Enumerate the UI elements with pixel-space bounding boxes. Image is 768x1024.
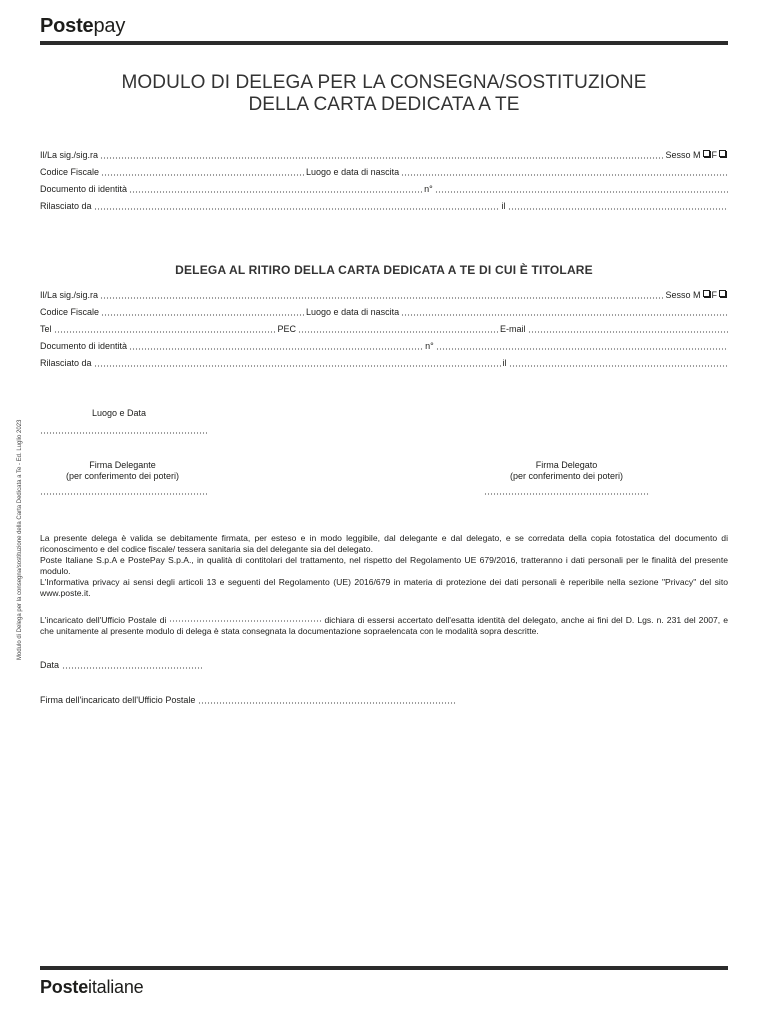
delegato-doc-row — [40, 340, 728, 352]
sesso-label: Sesso M — [665, 290, 701, 300]
delegato-section-heading: DELEGA AL RITIRO DELLA CARTA DEDICATA A TE DI CUI È TITOLARE — [175, 263, 593, 277]
doc-field[interactable] — [129, 348, 423, 350]
sesso-m-checkbox[interactable] — [703, 150, 710, 157]
issued-by-field[interactable] — [94, 208, 500, 210]
email-label: E-mail — [500, 324, 526, 334]
doc-field[interactable] — [129, 191, 422, 193]
footer-logo-light-text: italiane — [88, 977, 144, 997]
delegato-issued-row — [40, 357, 728, 369]
birth-label: Luogo e data di nascita — [306, 307, 400, 317]
place-date-field[interactable] — [40, 432, 207, 434]
notes-paragraph-controllers: Poste Italiane S.p.A e PostePay S.p.A., in qualità di contitolari del trattamento, nel rispetto del Regolamento UE 679/2016, tratteranno i dati personali per le finalità del presente modulo. — [40, 555, 728, 576]
delegato-signature-title: Firma Delegato — [535, 460, 598, 470]
sesso-m-checkbox[interactable] — [703, 290, 710, 297]
delegato-signature-label — [484, 460, 649, 482]
doc-number-field[interactable] — [436, 348, 728, 350]
delegante-signature-subtitle: (per conferimento dei poteri) — [65, 471, 180, 481]
birth-field[interactable] — [401, 314, 728, 316]
delegato-contact-row — [40, 323, 728, 335]
cf-label: Codice Fiscale — [40, 307, 100, 317]
pec-field[interactable] — [298, 331, 498, 333]
posteitaliane-logo — [40, 976, 143, 998]
delegante-doc-row — [40, 183, 728, 195]
delegante-name-row — [40, 149, 728, 161]
office-signature-field[interactable] — [198, 702, 456, 704]
office-date-field[interactable] — [62, 667, 202, 669]
sesso-f-label: F — [711, 150, 717, 160]
footer-divider — [40, 966, 728, 970]
doc-number-label: n° — [425, 341, 434, 351]
postepay-logo — [40, 14, 125, 38]
delegante-issued-row — [40, 200, 728, 212]
delegante-signature-title: Firma Delegante — [89, 460, 156, 470]
delegato-signature-subtitle: (per conferimento dei poteri) — [509, 471, 624, 481]
name-field[interactable] — [100, 157, 663, 159]
sesso-label: Sesso M — [665, 150, 701, 160]
notes-block — [40, 533, 728, 599]
issued-by-label: Rilasciato da — [40, 201, 92, 211]
title-line-2: DELLA CARTA DEDICATA A TE — [248, 94, 520, 115]
doc-label: Documento di identità — [40, 184, 128, 194]
birth-field[interactable] — [401, 174, 728, 176]
email-field[interactable] — [528, 331, 728, 333]
office-declaration-part1: L'incaricato dell'Ufficio Postale di — [40, 615, 167, 625]
delegante-cf-row — [40, 166, 728, 178]
notes-paragraph-privacy: L'Informativa privacy ai sensi degli articoli 13 e seguenti del Regolamento (UE) 2016/679 in materia di protezione dei dati personali è reperibile nella sezione "Privacy" del sito www.poste.it. — [40, 577, 728, 598]
delegato-signature-field[interactable] — [484, 493, 650, 495]
name-label: Il/La sig./sig.ra — [40, 290, 99, 300]
issued-by-label: Rilasciato da — [40, 358, 92, 368]
delegante-signature-field[interactable] — [40, 493, 207, 495]
doc-label: Documento di identità — [40, 341, 128, 351]
page-title — [40, 72, 728, 116]
cf-field[interactable] — [101, 314, 304, 316]
tel-label: Tel — [40, 324, 52, 334]
doc-number-label: n° — [424, 184, 433, 194]
tel-field[interactable] — [54, 331, 276, 333]
delegante-signature-label — [40, 460, 205, 482]
sesso-group — [663, 150, 728, 161]
issued-by-field[interactable] — [94, 365, 501, 367]
office-declaration-part2: dichiara di essersi accertato dell'esatta identità del delegato, anche ai fini del D. Lgs. n. 231 del 2007, e che unitamente al presente modulo di delega è stata consegnata la documentazione sopraelencata con le modalità sopra descritte. — [40, 615, 728, 636]
sesso-group — [663, 290, 728, 301]
logo-light-text: pay — [93, 15, 126, 37]
sesso-f-label: F — [711, 290, 717, 300]
header-divider — [40, 41, 728, 45]
office-signature-label: Firma dell'incaricato dell'Ufficio Postale — [40, 695, 196, 705]
issued-date-label: il — [501, 201, 506, 211]
office-date-row — [40, 660, 202, 671]
office-date-label: Data — [40, 660, 60, 670]
name-label: Il/La sig./sig.ra — [40, 150, 99, 160]
office-declaration-text — [40, 615, 728, 637]
edition-side-note: Modulo di Delega per la consegna/sostituzione della Carta Dedicata a Te - Ed. Luglio 2023 — [17, 419, 23, 660]
title-line-1: MODULO DI DELEGA PER LA CONSEGNA/SOSTITUZIONE — [121, 72, 647, 93]
office-name-field[interactable] — [169, 620, 321, 622]
doc-number-field[interactable] — [435, 191, 728, 193]
sesso-f-checkbox[interactable] — [719, 150, 726, 157]
issued-date-label: il — [502, 358, 507, 368]
place-date-label: Luogo e Data — [91, 408, 147, 418]
office-declaration — [40, 615, 728, 637]
delegato-name-row — [40, 289, 728, 301]
cf-label: Codice Fiscale — [40, 167, 100, 177]
sesso-f-checkbox[interactable] — [719, 290, 726, 297]
logo-bold-text: Poste — [40, 15, 94, 37]
cf-field[interactable] — [101, 174, 304, 176]
name-field[interactable] — [100, 297, 663, 299]
birth-label: Luogo e data di nascita — [306, 167, 400, 177]
notes-paragraph-validity: La presente delega è valida se debitamente firmata, per esteso e in modo leggibile, dal delegante e dal delegato, e se corredata della copia fotostatica del documento di riconoscimento e del codice fiscale/ tessera sanitaria sia del delegante sia del delegato. — [40, 533, 728, 554]
office-signature-row — [40, 695, 456, 706]
footer-logo-bold-text: Poste — [40, 977, 89, 997]
issued-date-field[interactable] — [508, 208, 728, 210]
issued-date-field[interactable] — [509, 365, 728, 367]
delegato-cf-row — [40, 306, 728, 318]
pec-label: PEC — [277, 324, 297, 334]
